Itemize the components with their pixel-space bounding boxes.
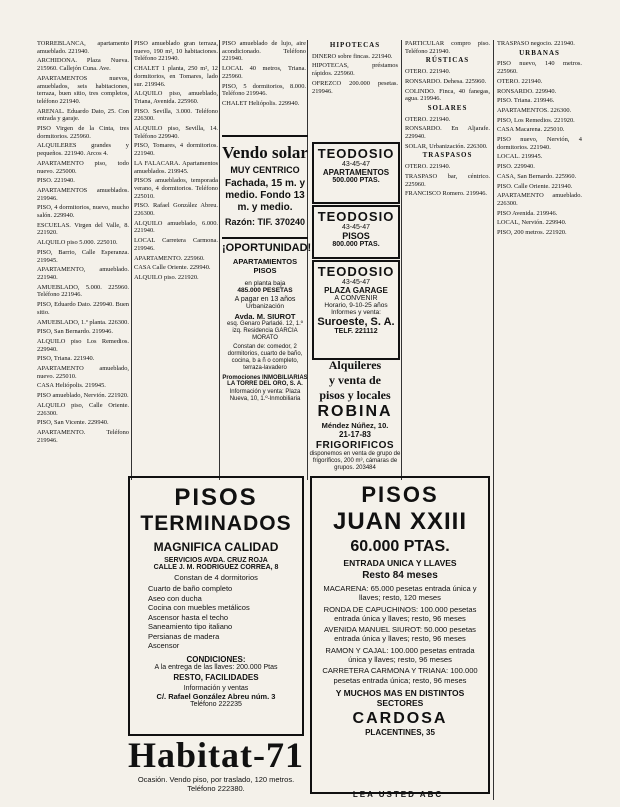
ad-addr: Méndez Núñez, 10. xyxy=(321,421,389,430)
classified-entry: ALQUILERES grandes y pequeños. 221940. Arcos 4. xyxy=(37,142,129,158)
classified-entry: OTERO. 221940. xyxy=(405,68,451,76)
teodosio-ad-2 xyxy=(312,205,400,259)
column-separator xyxy=(493,40,494,800)
classified-entry: OTERO. 221940. xyxy=(405,163,451,171)
ad-cond: A la entrega de las llaves: 200.000 Ptas xyxy=(154,663,278,671)
classified-entry: PISO, 4 dormitorios, nuevo, mucho salón. 229940. xyxy=(37,204,129,220)
section-heading: TRASPASOS xyxy=(422,151,473,160)
feature-item: Saneamiento tipo italiano xyxy=(148,622,233,631)
ad-nums: 43-45-47 xyxy=(341,279,371,286)
classified-entry: APARTAMENTO amueblado, nuevo. 225010. xyxy=(37,365,129,380)
ad-title-2: TERMINADOS xyxy=(140,512,292,535)
classified-entry: LOCAL Carretera Carmona. 219946. xyxy=(134,237,218,252)
ad-title: TEODOSIO xyxy=(317,264,395,279)
classified-entry: AMUEBLADO, 1.º planta. 226300. xyxy=(37,318,129,326)
ad-price: 485.000 PESETAS xyxy=(237,287,293,294)
column-separator xyxy=(401,40,402,480)
offer-line: CARRETERA CARMONA Y TRIANA: 100.000 pesetas entrada única; resto, 96 meses xyxy=(322,666,478,685)
vendo-solar-ad xyxy=(222,135,308,239)
ad-tel: TELF. 221112 xyxy=(334,328,378,335)
ad-price: 500.000 PTAS. xyxy=(332,177,380,184)
classified-entry: CASA, San Bernardo. 225960. xyxy=(497,172,577,180)
ad-line: Horario, 9-10-25 años xyxy=(324,302,388,309)
ad-location: SERVICIOS AVDA. CRUZ ROJA xyxy=(164,557,268,564)
classified-entry: APARTAMENTOS. 226300. xyxy=(497,106,572,114)
classified-column-5 xyxy=(405,40,490,474)
classified-column-6 xyxy=(497,40,582,800)
ad-title: TEODOSIO xyxy=(317,209,395,224)
classified-entry: CASA Calle Oriente. 229940. xyxy=(134,264,211,272)
classified-column-4 xyxy=(312,40,398,140)
classified-entry: PISOS amueblados, temporada verano, 4 dormitorios. Teléfono 225010. xyxy=(134,177,218,200)
classified-entry: TRASPASO bar, céntrico. 225960. xyxy=(405,172,490,188)
classified-entry: PISO Virgen de la Cinta, tres dormitorios. 225960. xyxy=(37,125,129,140)
column-separator xyxy=(219,40,220,480)
ad-subtitle: MUY CENTRICO xyxy=(230,165,300,175)
ad-name: Avda. M. SIUROT xyxy=(234,312,296,321)
classified-entry: ALQUILO piso 5.000. 225010. xyxy=(37,239,118,247)
classified-entry: OTERO. 221940. xyxy=(405,115,451,123)
classified-entry: ALQUILO piso. 221920. xyxy=(134,273,199,281)
classified-entry: ALQUILO piso, Sevilla, 14. Teléfono 229940. xyxy=(134,125,218,140)
classified-entry: CHALET Heliópolis. 229940. xyxy=(222,99,300,107)
classified-entry: PISO, San Bernardo. 219946. xyxy=(37,328,113,336)
classified-entry: COLINDO. Finca, 40 fanegas, agua. 219946. xyxy=(405,87,490,103)
ad-title: Habitat-71 xyxy=(128,735,304,775)
ad-price: 800.000 PTAS. xyxy=(332,241,380,248)
ad-body: Ocasión. Vendo piso, por traslado, 120 metros. Teléfono 222380. xyxy=(137,775,295,793)
classified-entry: APARTAMENTO amueblado. 226300. xyxy=(497,192,582,207)
ad-title-3: pisos y locales xyxy=(319,388,391,402)
oportunidad-ad xyxy=(222,240,312,445)
classified-entry: LOCAL, Nervión. 229940. xyxy=(497,219,567,227)
ad-cond-title: CONDICIONES: xyxy=(186,654,246,664)
classified-entry: RONSARDO. Dehesa. 225960. xyxy=(405,77,487,85)
classified-entry: ALQUILO piso, Calle Oriente. 226300. xyxy=(37,401,129,417)
feature-item: Aseo con ducha xyxy=(148,593,202,603)
classified-entry: PISO, Barrio, Calle Esperanza. 219945. xyxy=(37,248,129,264)
ad-label: APARTAMENTOS xyxy=(322,168,390,177)
classified-column-2 xyxy=(134,40,218,468)
habitat-ad xyxy=(128,735,304,801)
ad-title-2: JUAN XXIII xyxy=(332,508,468,535)
ad-line: en planta baja xyxy=(244,280,286,287)
ad-body: esq. Genaro Parladé. 12, 1.º izq. Residencia GARCIA MORATO xyxy=(227,321,303,341)
classified-entry: PISO. Sevilla, 3.000. Teléfono 226300. xyxy=(134,107,218,123)
classified-entry: TORREBLANCA, apartamento amueblado. 221940. xyxy=(37,40,129,55)
classified-entry: PISO, 200 metros. 221920. xyxy=(497,229,567,237)
classified-entry: APARTAMENTO. Teléfono 219946. xyxy=(37,428,129,444)
section-heading: URBANAS xyxy=(519,48,560,57)
feature-item: Cuarto de baño completo xyxy=(148,584,233,593)
ad-resto: Resto 84 meses xyxy=(362,570,438,581)
offer-line: RAMON Y CAJAL: 100.000 pesetas entrada única y llaves; resto, 96 meses xyxy=(325,645,475,665)
ad-info: Información y ventas xyxy=(183,684,249,692)
classified-entry: PISO. Calle Oriente. 221940. xyxy=(497,182,573,190)
classified-entry: PISO. 221940. xyxy=(37,177,75,185)
classified-entry: PISO amueblado gran terraza, nuevo, 190 m², 10 habitaciones. Teléfono 221940. xyxy=(134,40,218,63)
ad-line: Informes y venta: xyxy=(331,309,381,316)
ad-razon: Razón: TIF. 370240 xyxy=(224,217,306,227)
ad-price: 60.000 PTAS. xyxy=(350,538,450,555)
classified-entry: CHALET 1 planta, 250 m², 12 dormitorios, en Tomares, lado sur. 219946. xyxy=(134,65,218,88)
ad-title: FRIGORIFICOS xyxy=(315,440,395,451)
classified-entry: ALQUILO piso, amueblado, Triana, Avenida. 225960. xyxy=(134,90,218,105)
ad-title: Vendo solar xyxy=(222,143,308,162)
ad-resto: RESTO, FACILIDADES xyxy=(173,672,259,682)
classified-entry: APARTAMENTOS amueblados. 219946. xyxy=(37,186,129,202)
ad-subtitle-2: PISOS xyxy=(253,266,277,275)
feature-item: Persianas de madera xyxy=(148,631,220,641)
classified-entry: APARTAMENTOS nuevos, amueblados, seis habitaciones, terraza, buen sitio, tres completos, teléfono 221940. xyxy=(37,74,129,105)
ad-subtitle: MAGNIFICA CALIDAD xyxy=(153,540,279,554)
classified-entry: PISO. Rafael González Abreu. 226300. xyxy=(134,202,218,218)
classified-entry: APARTAMENTO piso, todo nuevo. 225000. xyxy=(37,159,129,175)
classified-entry: ALQUILO piso Los Remedios. 229940. xyxy=(37,337,129,353)
ad-addr: LA TORRE DEL ORO, S. A. xyxy=(227,381,303,387)
ad-org: Promociones INMOBILIARIAS xyxy=(222,375,308,381)
classified-entry: ARCHIDONA. Plaza Nueva. 215960. Callejón Cuna. Ave. xyxy=(37,57,129,73)
classified-entry: CASA Macarena. 225010. xyxy=(497,126,565,134)
ad-subtitle: APARTAMIENTOS xyxy=(232,257,298,266)
classified-entry: LA FALACARA. Apartamentos amueblados. 219945. xyxy=(134,159,218,175)
ad-nums: 43-45-47 xyxy=(341,161,371,168)
classified-entry: PISO Avenida. 219946. xyxy=(497,209,558,217)
classified-entry: PISO, Eduardo Dato. 229940. Buen sitio. xyxy=(37,301,129,316)
teodosio-ad-3 xyxy=(312,260,400,360)
ad-company: Suroeste, S. A. xyxy=(317,316,395,328)
classified-entry: LOCAL 40 metros, Triana. 225960. xyxy=(222,65,306,80)
ad-title-2: y venta de xyxy=(329,373,381,387)
ad-name: ROBINA xyxy=(317,403,393,420)
ad-constan: Constan de 4 dormitorios xyxy=(174,573,258,582)
classified-column-1 xyxy=(37,40,129,800)
classified-entry: RONSARDO. En Aljarafe. 229940. xyxy=(405,125,490,141)
ad-tel: 21-17-83 xyxy=(338,430,372,439)
ad-addr: C/. Rafael González Abreu núm. 3 xyxy=(156,691,276,701)
feature-item: Ascensor xyxy=(148,641,180,650)
classified-entry: PISO amueblado, Nervión. 221920. xyxy=(37,392,129,400)
ad-features-list xyxy=(130,584,302,651)
ad-label: PISOS xyxy=(342,231,370,241)
classified-entry: ARENAL. Eduardo Dato, 25. Con entrada y garaje. xyxy=(37,107,129,123)
ad-title: PISOS xyxy=(174,484,258,511)
classified-entry: PISO, Los Remedios. 221920. xyxy=(497,116,575,124)
classified-entry: PISO, Tomares, 4 dormitorios. 221940. xyxy=(134,142,218,158)
classified-entry: PISO amueblado de lujo, aire acondicionado. Teléfono 221940. xyxy=(222,40,306,63)
classified-entry: HIPOTECAS, préstamos rápidos. 225960. xyxy=(312,62,398,78)
classified-entry: PISO nuevo, 140 metros. 225960. xyxy=(497,60,582,76)
robina-ad xyxy=(309,358,401,438)
ad-more: Y MUCHOS MAS EN DISTINTOS SECTORES xyxy=(335,687,465,708)
section-heading: RÚSTICAS xyxy=(425,56,470,65)
feature-item: Ascensor hasta el techo xyxy=(148,612,229,622)
ad-title: TEODOSIO xyxy=(317,146,395,161)
classified-entry: APARTAMENTO, amueblado. 221940. xyxy=(37,266,129,281)
ad-title: Alquileres xyxy=(328,358,382,372)
ad-body: disponemos en venta de grupo de frigoríficos, 200 m³, cámaras de grupos. 203484 xyxy=(309,451,401,471)
section-heading: SOLARES xyxy=(427,103,468,112)
ad-body: Fachada, 15 m. y medio. Fondo 13 m. y medio. xyxy=(224,178,306,213)
teodosio-ad-1 xyxy=(312,142,400,204)
section-heading: HIPOTECAS xyxy=(329,41,381,49)
ad-line: Urbanización xyxy=(246,303,284,310)
classified-entry: CASA Heliópolis. 219945. xyxy=(37,382,106,390)
classified-entry: PISO. Triana. 219946. xyxy=(497,97,555,105)
ad-offers-list xyxy=(312,584,488,685)
ad-body-3: Información y venta: Plaza Nueva, 10, 1.º-Inmobiliaria xyxy=(229,389,301,402)
juan-xxiii-ad xyxy=(310,476,490,794)
ad-label: PLAZA GARAGE xyxy=(324,286,388,295)
classified-entry: DINERO sobre fincas. 221940. xyxy=(312,52,393,60)
ad-title: ¡OPORTUNIDAD! xyxy=(222,242,312,254)
ad-addr: PLACENTINES, 35 xyxy=(365,727,435,737)
offer-line: RONDA DE CAPUCHINOS: 100.000 pesetas entrada única y llaves; resto, 96 meses xyxy=(323,604,477,623)
classified-entry: FRANCISCO Romero. 219946. xyxy=(405,190,488,198)
classified-entry: ALQUILO amueblado, 6.000. 221940. xyxy=(134,219,218,235)
classified-entry: PISO nuevo, Nervión, 4 dormitorios. 221940. xyxy=(497,136,582,151)
classified-entry: OTERO. 221940. xyxy=(497,77,543,85)
frigorificos-ad xyxy=(309,440,401,470)
classified-entry: RONSARDO. 229940. xyxy=(497,87,557,95)
classified-entry: PISO, 5 dormitorios, 8.000. Teléfono 219946. xyxy=(222,82,306,98)
offer-line: AVENIDA MANUEL SIUROT: 50.000 pesetas entrada única y llaves; resto, 96 meses xyxy=(324,625,476,644)
classified-entry: PARTICULAR compro piso. Teléfono 221940. xyxy=(405,40,490,55)
classified-entry: PISO. 229940. xyxy=(497,163,535,171)
ad-line: A pagar en 13 años xyxy=(234,296,296,303)
ad-body-2: Constan de: comedor, 2 dormitorios, cuarto de baño, cocina, b a ñ o completo, terraza-lavadero xyxy=(227,344,303,371)
classified-entry: SOLAR, Urbanización. 226300. xyxy=(405,142,488,150)
classified-entry: PISO, Triana. 221940. xyxy=(37,355,95,363)
classified-entry: AMUEBLADO, 5.000. 225960. Teléfono 221946. xyxy=(37,283,129,299)
ad-title: PISOS xyxy=(361,482,439,507)
ad-tel: Teléfono 222235 xyxy=(190,700,242,708)
ad-location-2: CALLE J. M. RODRIGUEZ CORREA, 8 xyxy=(153,564,279,571)
ad-company: CARDOSA xyxy=(352,709,448,727)
offer-line: MACARENA: 65.000 pesetas entrada única y llaves; resto, 120 meses xyxy=(323,584,477,603)
classified-entry: TRASPASO negocio. 221940. xyxy=(497,40,575,47)
footer-slogan: LEA USTED ABC xyxy=(352,790,444,799)
pisos-terminados-ad xyxy=(128,476,304,736)
classified-entry: ESCUELAS. Virgen del Valle, 8. 221920. xyxy=(37,221,129,237)
column-separator xyxy=(131,40,132,480)
ad-entry: ENTRADA UNICA Y LLAVES xyxy=(343,558,457,568)
classified-entry: OFREZCO 200.000 pesetas. 219946. xyxy=(312,79,398,95)
classified-entry: PISO, San Vicente. 229940. xyxy=(37,419,109,427)
classified-entry: APARTAMENTO. 225960. xyxy=(134,254,205,262)
ad-nums: 43-45-47 xyxy=(341,224,371,231)
ad-line: A CONVENIR xyxy=(334,295,378,302)
classified-entry: LOCAL. 219945. xyxy=(497,153,543,161)
feature-item: Cocina con muebles metálicos xyxy=(148,603,250,612)
